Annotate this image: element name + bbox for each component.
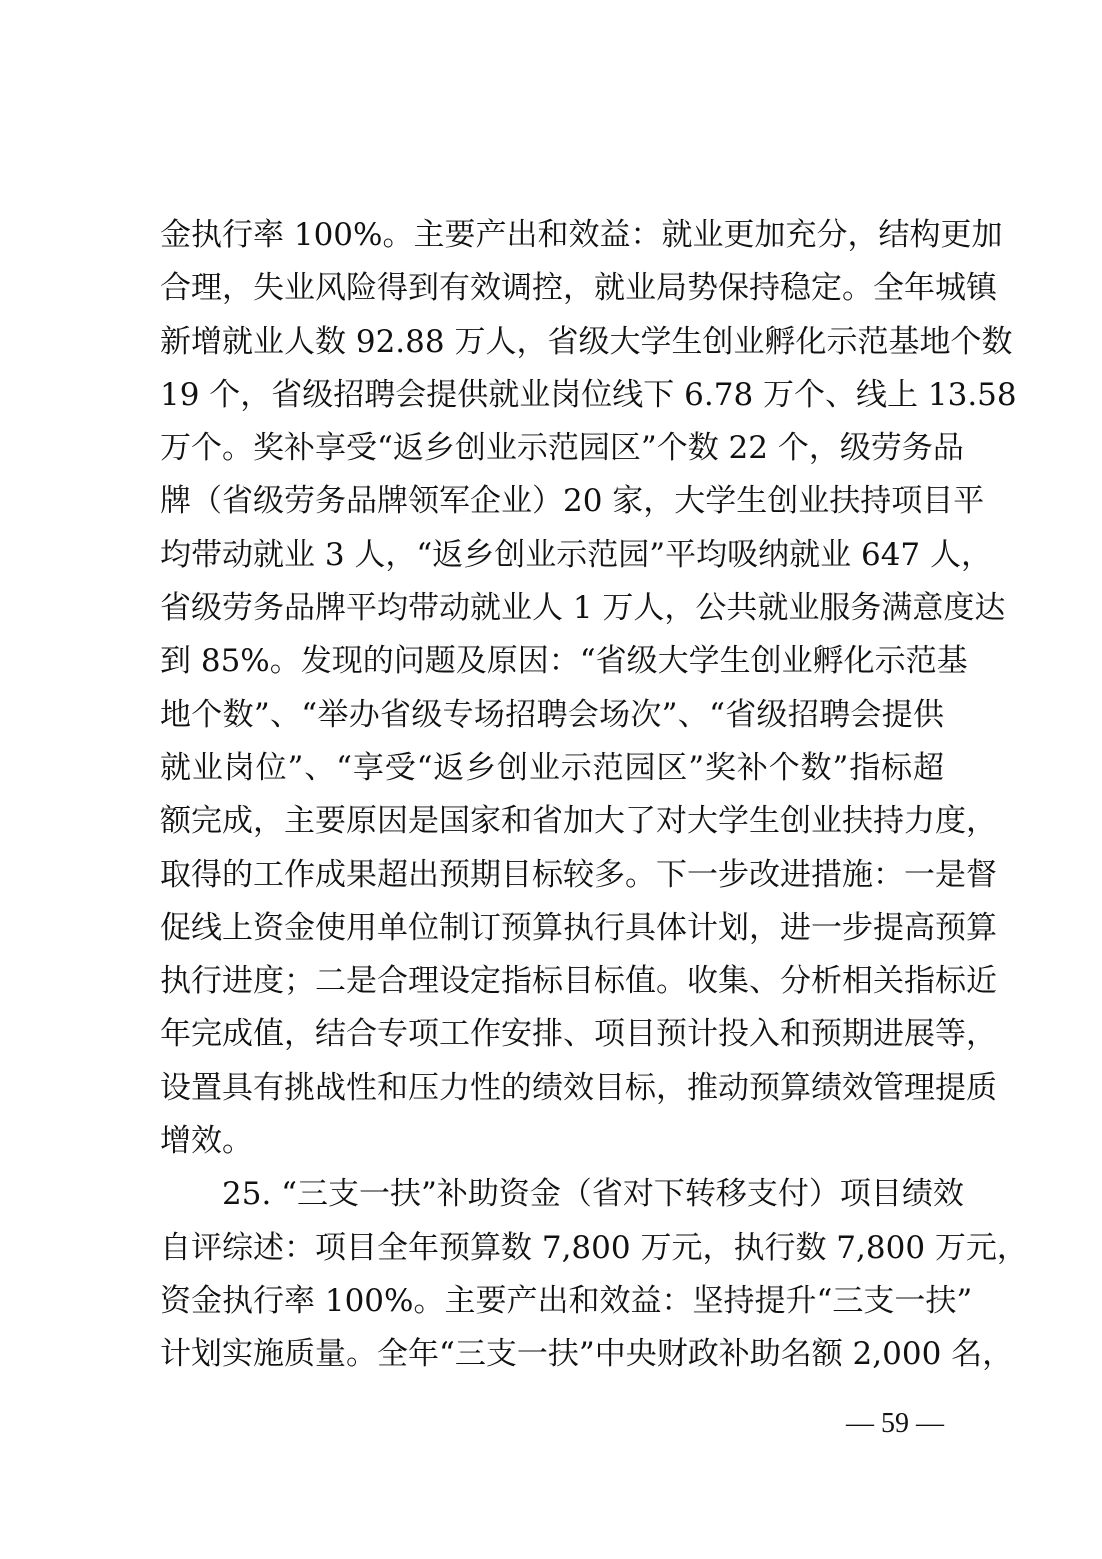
page-number: — 59 — [846, 1408, 944, 1439]
body-text [160, 209, 1028, 1382]
text-line: 新增就业人数 92.88 万人，省级大学生创业孵化示范基地个数 [160, 323, 1013, 360]
text-line: 额完成，主要原因是国家和省加大了对大学生创业扶持力度， [160, 803, 997, 840]
text-line: 19 个，省级招聘会提供就业岗位线下 6.78 万个、线上 13.58 [160, 376, 1017, 413]
text-line: 金执行率 100%。主要产出和效益：就业更加充分，结构更加 [160, 217, 1003, 253]
paragraph-end-line: 增效。 [160, 1123, 253, 1160]
text-line: 均带动就业 3 人，“返乡创业示范园”平均吸纳就业 647 人， [160, 536, 993, 573]
text-line: 万个。奖补享受“返乡创业示范园区”个数 22 个，级劳务品 [160, 430, 964, 467]
text-line: 资金执行率 100%。主要产出和效益：坚持提升“三支一扶” [160, 1282, 973, 1319]
text-line: 执行进度；二是合理设定指标目标值。收集、分析相关指标近 [160, 963, 997, 1000]
section-heading-line: 25. “三支一扶”补助资金（省对下转移支付）项目绩效 [160, 1176, 964, 1213]
text-line: 到 85%。发现的问题及原因：“省级大学生创业孵化示范基 [160, 643, 968, 680]
text-line: 自评综述：项目全年预算数 7,800 万元，执行数 7,800 万元， [160, 1229, 1028, 1266]
text-line: 计划实施质量。全年“三支一扶”中央财政补助名额 2,000 名， [160, 1336, 1014, 1373]
text-line: 取得的工作成果超出预期目标较多。下一步改进措施：一是督 [160, 856, 997, 893]
text-line: 省级劳务品牌平均带动就业人 1 万人，公共就业服务满意度达 [160, 590, 1006, 627]
text-line: 促线上资金使用单位制订预算执行具体计划，进一步提高预算 [160, 909, 997, 946]
text-line: 牌（省级劳务品牌领军企业）20 家，大学生创业扶持项目平 [160, 483, 985, 520]
text-line: 年完成值，结合专项工作安排、项目预计投入和预期进展等， [160, 1016, 997, 1053]
text-line: 地个数”、“举办省级专场招聘会场次”、“省级招聘会提供 [160, 696, 944, 733]
text-line: 设置具有挑战性和压力性的绩效目标，推动预算绩效管理提质 [160, 1069, 997, 1106]
text-line: 合理，失业风险得到有效调控，就业局势保持稳定。全年城镇 [160, 270, 997, 307]
text-line: 就业岗位”、“享受“返乡创业示范园区”奖补个数”指标超 [160, 749, 944, 786]
